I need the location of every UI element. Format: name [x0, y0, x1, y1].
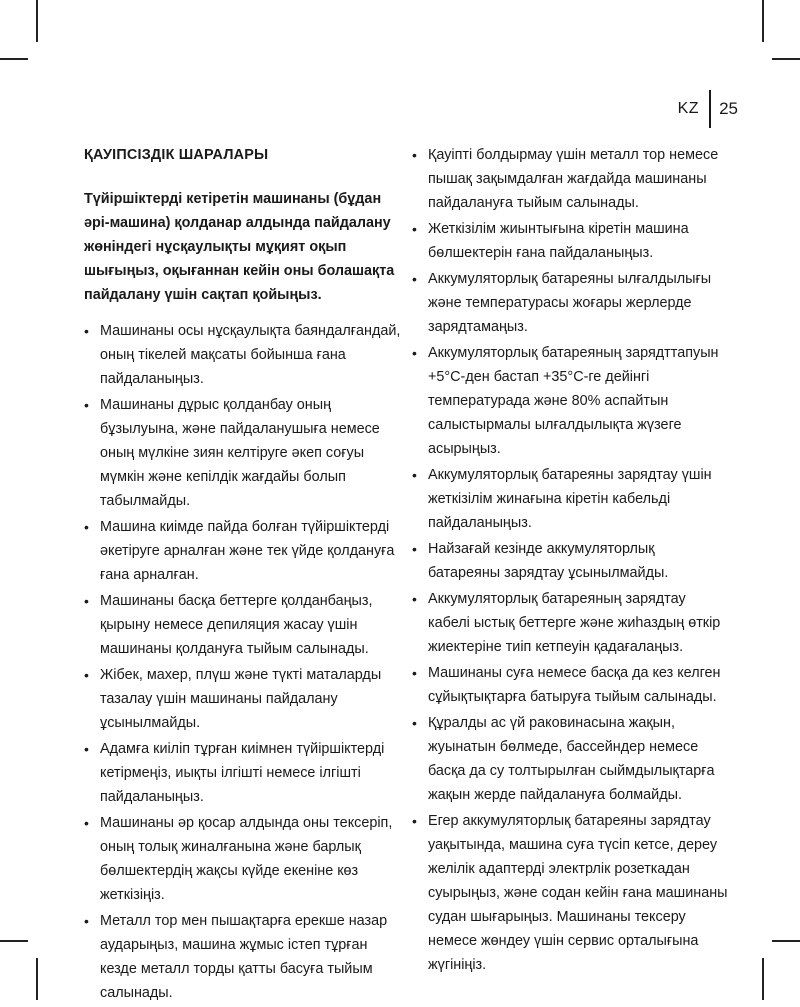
list-item-text: Машинаны әр қосар алдында оны тексеріп, оның толық жиналғанына және барлық бөлшектердің жақсы күйде екеніне көз жеткізіңіз. — [100, 815, 393, 903]
bullet-icon: • — [412, 271, 417, 287]
bullet-icon: • — [84, 593, 89, 609]
list-item-text: Аккумуляторлық батареяның зарядттапуын +5°C-ден бастап +35°C-ге дейінгі температурада және 80% аспайтын салыстырмалы ылғалдылықта жүзеге асырыңыз. — [428, 345, 719, 457]
list-item — [84, 811, 402, 907]
intro-paragraph: Түйіршіктерді кетіретін машинаны (бұдан әрі-машина) қолданар алдында пайдалану жөніндегі нұсқаулықты мұқият оқып шығыңыз, оқығаннан кейін оны болашақта пайдалану үшін сақтап қойыңыз. — [84, 191, 395, 303]
list-item — [84, 737, 402, 809]
list-item — [84, 589, 402, 661]
list-item — [84, 663, 402, 735]
crop-mark — [772, 58, 800, 60]
list-item — [412, 463, 730, 535]
list-item-text: Аккумуляторлық батареяны зарядтау үшін жеткізілім жинағына кіретін кабельді пайдаланыңыз. — [428, 467, 712, 531]
left-column — [84, 143, 402, 1007]
right-column — [412, 143, 730, 979]
safety-list-right — [412, 143, 730, 977]
crop-mark — [772, 940, 800, 942]
list-item-text: Құралды ас үй раковинасына жақын, жуынатын бөлмеде, бассейндер немесе басқа да су толтырылған сыймдылықтарға жақын жерде пайдалануға болмайды. — [428, 715, 715, 803]
list-item — [412, 661, 730, 709]
bullet-icon: • — [412, 467, 417, 483]
bullet-icon: • — [84, 667, 89, 683]
bullet-icon: • — [84, 397, 89, 413]
bullet-icon: • — [84, 323, 89, 339]
crop-mark — [762, 0, 764, 42]
bullet-icon: • — [412, 147, 417, 163]
language-code: KZ — [677, 100, 700, 117]
list-item — [412, 537, 730, 585]
list-item — [412, 143, 730, 215]
bullet-icon: • — [412, 591, 417, 607]
list-item — [84, 909, 402, 1005]
bullet-icon: • — [412, 345, 417, 361]
crop-mark — [762, 958, 764, 1000]
bullet-icon: • — [84, 913, 89, 929]
list-item — [412, 267, 730, 339]
page-number: 25 — [719, 99, 738, 118]
crop-mark — [36, 958, 38, 1000]
page-header — [678, 90, 738, 128]
list-item-text: Аккумуляторлық батареяның зарядтау кабелі ыстық беттерге және жиһаздың өткір жиектеріне тиіп кетпеуін қадағалаңыз. — [428, 591, 721, 655]
bullet-icon: • — [84, 741, 89, 757]
list-item-text: Машинаны осы нұсқаулықта баяндалғандай, оның тікелей мақсаты бойынша ғана пайдаланыңыз. — [100, 323, 401, 387]
section-title: ҚАУІПСІЗДІК ШАРАЛАРЫ — [84, 147, 269, 163]
bullet-icon: • — [412, 813, 417, 829]
list-item-text: Металл тор мен пышақтарға ерекше назар аударыңыз, машина жұмыс істеп тұрған кезде металл торды қатты басуға тыйым салынады. — [100, 913, 388, 1001]
list-item-text: Жібек, махер, плүш және түкті маталарды тазалау үшін машинаны пайдалану ұсынылмайды. — [100, 667, 382, 731]
list-item-text: Егер аккумуляторлық батареяны зарядтау уақытында, машина суға түсіп кетсе, дереу желілік адаптерді электрлік розеткадан суырыңыз, және содан кейін ғана машинаны судан шығарыңыз. Машинаны тексеру немесе жөндеу үшін сервис орталығына жүгініңіз. — [428, 813, 728, 973]
bullet-icon: • — [84, 815, 89, 831]
list-item — [412, 587, 730, 659]
list-item-text: Найзағай кезінде аккумуляторлық батареяны зарядтау ұсынылмайды. — [428, 541, 669, 581]
list-item — [412, 341, 730, 461]
crop-mark — [0, 940, 28, 942]
crop-mark — [36, 0, 38, 42]
list-item-text: Машинаны дұрыс қолданбау оның бұзылуына, және пайдаланушыға немесе оның мүлкіне зиян келтіруге әкеп соғуы мүмкін және кепілдік жағдайы болып табылмайды. — [100, 397, 380, 509]
list-item — [84, 319, 402, 391]
bullet-icon: • — [412, 665, 417, 681]
bullet-icon: • — [412, 541, 417, 557]
bullet-icon: • — [412, 715, 417, 731]
list-item — [412, 711, 730, 807]
list-item-text: Машина киімде пайда болған түйіршіктерді әкетіруге арналған және тек үйде қолдануға ғана арналған. — [100, 519, 395, 583]
list-item-text: Адамға киіліп тұрған киімнен түйіршіктерді кетірмеңіз, иықты ілгішті немесе ілгішті пайдаланыңыз. — [100, 741, 385, 805]
list-item — [84, 393, 402, 513]
list-item-text: Машинаны басқа беттерге қолданбаңыз, қырыну немесе депиляция жасау үшін машинаны қолдануға тыйым салынады. — [100, 593, 373, 657]
list-item-text: Қауіпті болдырмау үшін металл тор немесе пышақ зақымдалған жағдайда машинаны пайдалануға тыйым салынады. — [428, 147, 719, 211]
bullet-icon: • — [412, 221, 417, 237]
list-item-text: Жеткізілім жиынтығына кіретін машина бөлшектерін ғана пайдаланыңыз. — [428, 221, 689, 261]
list-item — [412, 809, 730, 977]
list-item-text: Аккумуляторлық батареяны ылғалдылығы және температурасы жоғары жерлерде зарядтамаңыз. — [428, 271, 712, 335]
crop-mark — [0, 58, 28, 60]
list-item-text: Машинаны суға немесе басқа да кез келген сұйықтықтарға батыруға тыйым салынады. — [428, 665, 721, 705]
safety-list-left — [84, 319, 402, 1005]
list-item — [412, 217, 730, 265]
list-item — [84, 515, 402, 587]
bullet-icon: • — [84, 519, 89, 535]
